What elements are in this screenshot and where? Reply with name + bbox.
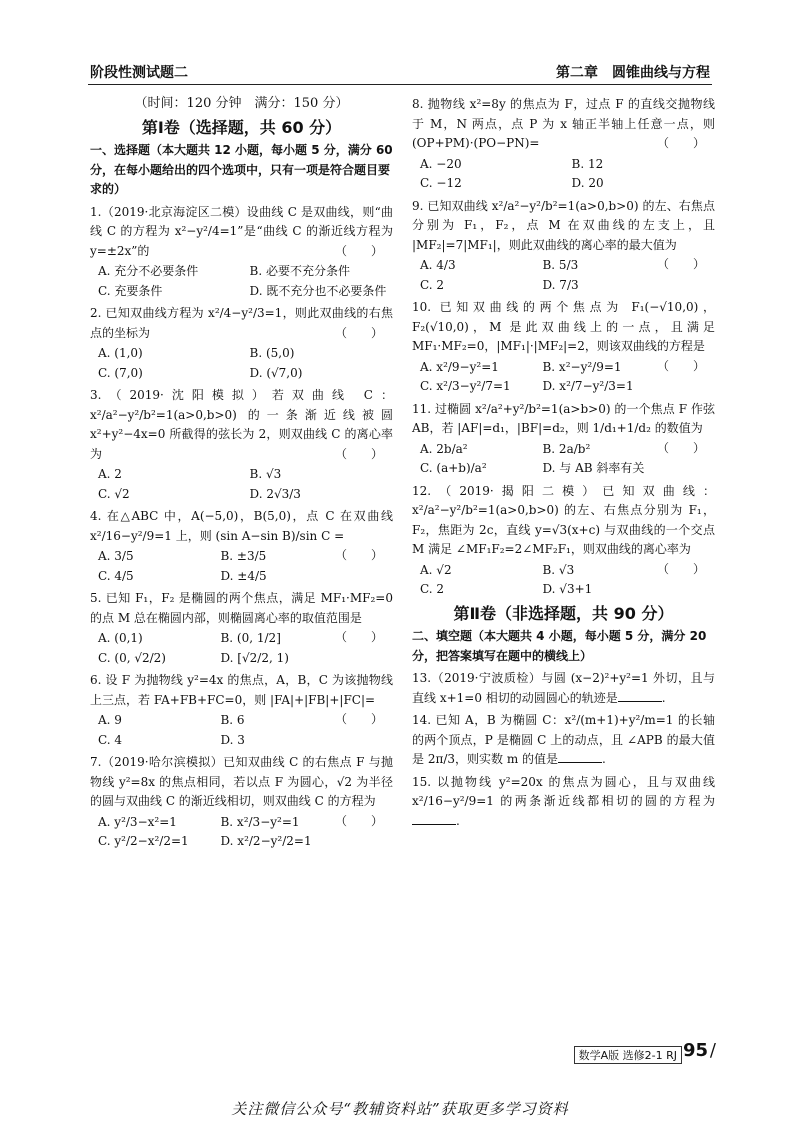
options <box>98 813 335 852</box>
options <box>98 629 335 668</box>
question-10 <box>412 298 715 397</box>
option-b: B. 2a/b² <box>542 441 591 456</box>
question-14: 14. 已知 A，B 为椭圆 C：x²/(m+1)+y²/m=1 的长轴的两个顶点，P 是椭圆 C 上的动点，且 ∠APB 的最大值是 2π/3，则实数 m 的值是 . <box>412 713 715 766</box>
option-d: D. (√7,0) <box>249 365 303 380</box>
options <box>420 440 657 479</box>
question-text: 11. 过椭圆 x²/a²+y²/b²=1(a>b>0) 的一个焦点 F 作弦 AB，若 |AF|=d₁，|BF|=d₂，则 1/d₁+1/d₂ 的数值为 <box>412 401 715 435</box>
question-text: 1.（2019·北京海淀区二模）设曲线 C 是双曲线，则“曲线 C 的方程为 x²−y²/4=1”是“曲线 C 的渐近线方程为 y=±2x”的 <box>90 204 393 258</box>
option-b: B. 5/3 <box>542 258 579 272</box>
answer-paren: （ ） <box>334 446 383 461</box>
question-text: 9. 已知双曲线 x²/a²−y²/b²=1(a>0,b>0) 的左、右焦点分别为 F₁，F₂，点 M 在双曲线的左支上，且 |MF₂|=7|MF₁|，则此双曲线的离心率的最大值为 <box>412 198 715 252</box>
option-b: B. (5,0) <box>249 346 295 360</box>
option-c: C. (0, √2/2) <box>98 650 166 665</box>
answer-paren: （ ） <box>334 243 383 258</box>
option-d: D. 2√3/3 <box>249 486 301 501</box>
option-b: B. (0, 1/2] <box>220 631 281 645</box>
option-c: C. (a+b)/a² <box>420 461 487 475</box>
question-7 <box>90 753 393 852</box>
option-d: D. 7/3 <box>542 277 579 292</box>
option-a: A. 4/3 <box>420 258 456 272</box>
section1-title: 一、选择题（本大题共 12 小题，每小题 5 分，满分 60 分，在每小题给出的四个选项中，只有一项是符合题目要求的） <box>90 143 393 196</box>
question-6 <box>90 671 393 750</box>
part2-title: 第Ⅱ卷（非选择题，共 90 分） <box>453 603 674 623</box>
option-c: C. (7,0) <box>98 365 143 380</box>
option-c: C. x²/3−y²/7=1 <box>420 379 511 393</box>
option-a: A. 3/5 <box>98 549 134 563</box>
option-b: B. 6 <box>220 713 245 727</box>
option-a: A. x²/9−y²=1 <box>420 359 499 374</box>
question-3 <box>90 386 393 504</box>
answer-paren: （ ） <box>334 712 383 726</box>
option-b: B. 12 <box>571 156 604 171</box>
option-d: D. x²/2−y²/2=1 <box>220 834 312 848</box>
question-13: 13.（2019·宁波质检）与圆 (x−2)²+y²=1 外切，且与直线 x+1=0 相切的动圆圆心的轨迹是 . <box>412 671 715 705</box>
option-b: B. x²−y²/9=1 <box>542 359 622 374</box>
option-a: A. 2b/a² <box>420 441 468 456</box>
option-b: B. x²/3−y²=1 <box>220 814 300 829</box>
question-text: 4. 在△ABC 中，A(−5,0)，B(5,0)，点 C 在双曲线 x²/16−y²/9=1 上，则 (sin A−sin B)/sin C = <box>90 509 393 543</box>
option-c: C. 4 <box>98 732 123 747</box>
answer-paren: （ ） <box>334 325 383 340</box>
question-text: 7.（2019·哈尔滨模拟）已知双曲线 C 的右焦点 F 与抛物线 y²=8x 的焦点相同，若以点 F 为圆心，√2 为半径的圆与双曲线 C 的渐近线相切，则双曲线 C 的方程为 <box>90 755 393 808</box>
question-text: 13.（2019·宁波质检）与圆 (x−2)²+y²=1 外切，且与直线 x+1=0 相切的动圆圆心的轨迹是 <box>412 671 715 705</box>
options <box>98 465 393 504</box>
time-score-line: （时间：120 分钟 满分：150 分） <box>134 96 349 111</box>
option-a: A. 2 <box>98 467 122 481</box>
option-d: D. ±4/5 <box>220 568 267 583</box>
option-b: B. 必要不充分条件 <box>249 264 350 278</box>
answer-blank <box>412 812 456 825</box>
answer-paren: （ ） <box>656 561 705 576</box>
options <box>420 256 657 295</box>
answer-paren: （ ） <box>656 257 705 271</box>
option-d: D. 20 <box>571 176 604 190</box>
options <box>98 547 335 586</box>
options <box>98 711 335 750</box>
question-text: 3.（2019·沈阳模拟）若双曲线 C：x²/a²−y²/b²=1(a>0,b>0) 的一条渐近线被圆 x²+y²−4x=0 所截得的弦长为 2，则双曲线 C 的离心率为 <box>90 388 393 461</box>
option-a: A. (0,1) <box>98 631 143 645</box>
question-4 <box>90 507 393 586</box>
options <box>98 344 393 383</box>
option-d: D. 3 <box>220 732 245 747</box>
page-slash-mark: / <box>709 1040 716 1061</box>
answer-blank <box>558 750 602 763</box>
option-b: B. √3 <box>249 467 282 481</box>
options <box>98 262 393 301</box>
part1-title: 第Ⅰ卷（选择题，共 60 分） <box>141 117 342 137</box>
option-b: B. ±3/5 <box>220 549 267 563</box>
option-c: C. 4/5 <box>98 568 134 583</box>
option-a: A. 9 <box>98 713 122 727</box>
header-chapter-title: 第二章 圆锥曲线与方程 <box>556 65 710 81</box>
left-column <box>90 92 393 854</box>
section2-title: 二、填空题（本大题共 4 小题，每小题 5 分，满分 20 分，把答案填写在题中的横线上） <box>412 629 707 663</box>
question-5 <box>90 589 393 668</box>
question-text: 15. 以抛物线 y²=20x 的焦点为圆心，且与双曲线 x²/16−y²/9=1 的两条渐近线都相切的圆的方程为 <box>412 774 715 808</box>
options <box>420 155 715 194</box>
option-c: C. y²/2−x²/2=1 <box>98 834 189 848</box>
option-d: D. 与 AB 斜率有关 <box>542 461 645 475</box>
question-11 <box>412 400 715 479</box>
option-d: D. 既不充分也不必要条件 <box>249 283 387 298</box>
option-a: A. −20 <box>420 156 462 171</box>
options <box>420 358 657 397</box>
question-1 <box>90 203 393 302</box>
option-c: C. √2 <box>98 486 130 501</box>
question-8 <box>412 95 715 194</box>
question-text: 10. 已知双曲线的两个焦点为 F₁(−√10,0)，F₂(√10,0)，M 是此双曲线上的一点，且满足 MF₁·MF₂=0，|MF₁|·|MF₂|=2，则该双曲线的方程是 <box>412 300 715 353</box>
right-column <box>412 92 715 833</box>
option-a: A. 充分不必要条件 <box>98 264 199 278</box>
answer-paren: （ ） <box>334 813 383 828</box>
question-12 <box>412 482 715 600</box>
book-tag: 数学A版 选修2-1 RJ <box>574 1046 682 1064</box>
question-text: 14. 已知 A，B 为椭圆 C：x²/(m+1)+y²/m=1 的长轴的两个顶点，P 是椭圆 C 上的动点，且 ∠APB 的最大值是 2π/3，则实数 m 的值是 <box>412 713 715 766</box>
option-a: A. (1,0) <box>98 346 143 360</box>
option-b: B. √3 <box>542 562 575 577</box>
question-text: 12.（2019·揭阳二模）已知双曲线：x²/a²−y²/b²=1(a>0,b>0) 的左、右焦点分别为 F₁，F₂，焦距为 2c，直线 y=√3(x+c) 与双曲线的一个交点 M 满足 ∠MF₁F₂=2∠MF₂F₁，则双曲线的离心率为 <box>412 483 715 556</box>
option-d: D. [√2/2, 1) <box>220 650 289 665</box>
answer-paren: （ ） <box>656 136 705 150</box>
header-rule <box>88 84 712 85</box>
option-a: A. √2 <box>420 562 452 577</box>
page-number: 95 <box>682 1040 708 1061</box>
option-c: C. 2 <box>420 582 445 596</box>
option-c: C. 2 <box>420 277 445 292</box>
option-c: C. −12 <box>420 176 462 190</box>
question-text: 6. 设 F 为抛物线 y²=4x 的焦点，A，B，C 为该抛物线上三点，若 FA+FB+FC=0，则 |FA|+|FB|+|FC|= <box>90 673 393 707</box>
question-text: 5. 已知 F₁，F₂ 是椭圆的两个焦点，满足 MF₁·MF₂=0 的点 M 总在椭圆内部，则椭圆离心率的取值范围是 <box>90 591 393 625</box>
question-9 <box>412 197 715 296</box>
answer-paren: （ ） <box>656 358 705 373</box>
option-d: D. √3+1 <box>542 582 593 596</box>
answer-blank <box>618 689 662 702</box>
option-a: A. y²/3−x²=1 <box>98 814 177 829</box>
question-15: 15. 以抛物线 y²=20x 的焦点为圆心，且与双曲线 x²/16−y²/9=1 的两条渐近线都相切的圆的方程为. <box>412 774 715 828</box>
option-d: D. x²/7−y²/3=1 <box>542 379 634 393</box>
answer-paren: （ ） <box>334 548 383 562</box>
option-c: C. 充要条件 <box>98 283 163 298</box>
question-text: 8. 抛物线 x²=8y 的焦点为 F，过点 F 的直线交抛物线于 M，N 两点，点 P 为 x 轴正半轴上任意一点，则 (OP+PM)·(PO−PN)= <box>412 97 715 150</box>
question-2 <box>90 304 393 383</box>
answer-paren: （ ） <box>656 440 705 455</box>
question-text: 2. 已知双曲线方程为 x²/4−y²/3=1，则此双曲线的右焦点的坐标为 <box>90 306 393 340</box>
header-left-title: 阶段性测试题二 <box>90 65 188 81</box>
answer-paren: （ ） <box>334 630 383 644</box>
options <box>420 561 657 600</box>
footer-handwritten-note: 关注微信公众号“教辅资料站”获取更多学习资料 <box>231 1100 569 1118</box>
